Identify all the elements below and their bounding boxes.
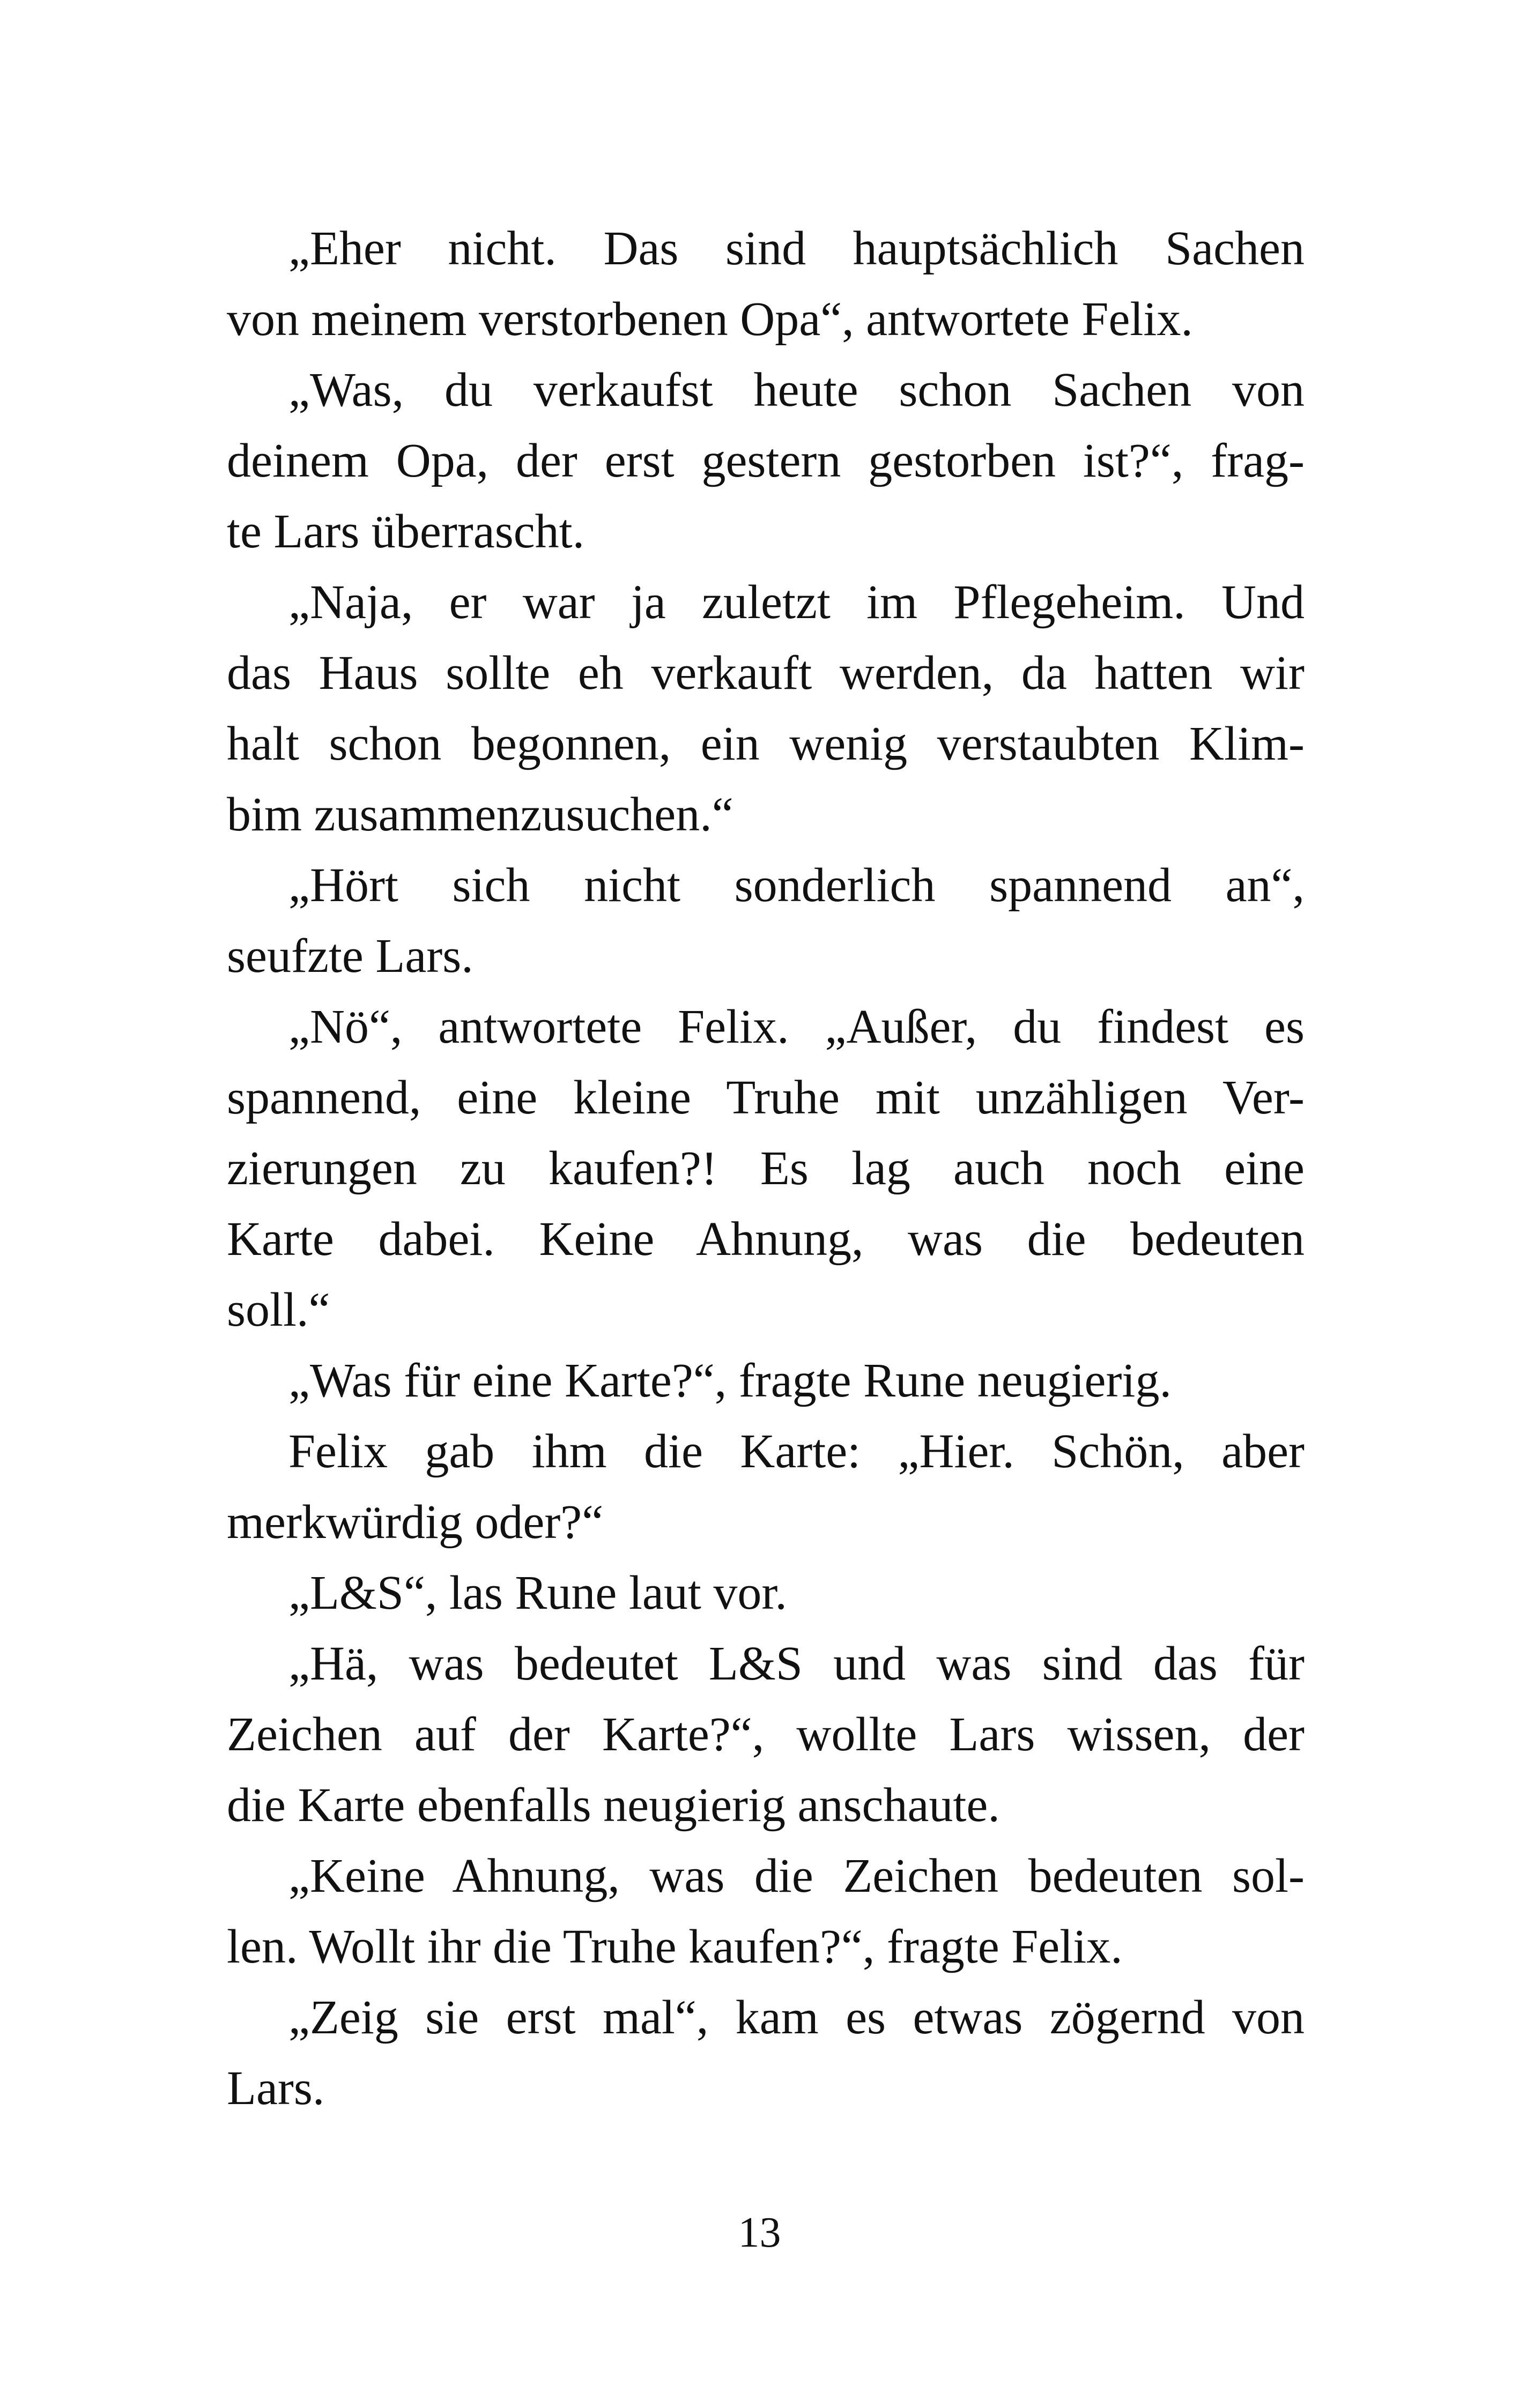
- paragraph: [227, 355, 1305, 567]
- text-line: „Hä, was bedeutet L&S und was sind das für: [288, 1637, 1305, 1690]
- text-line: „Eher nicht. Das sind hauptsächlich Sachen: [288, 222, 1305, 275]
- text-line: „Naja, er war ja zuletzt im Pflegeheim. Und: [288, 576, 1305, 629]
- text-line: Felix gab ihm die Karte: „Hier. Schön, aber: [288, 1425, 1305, 1478]
- text-line: „Nö“, antwortete Felix. „Außer, du findest es: [288, 1000, 1305, 1053]
- paragraph: [227, 992, 1305, 1346]
- text-line: te Lars überrascht.: [227, 505, 585, 558]
- text-line: halt schon begonnen, ein wenig verstaubten Klim-: [227, 717, 1305, 770]
- text-line: Karte dabei. Keine Ahnung, was die bedeuten: [227, 1213, 1305, 1266]
- text-line: bim zusammenzusuchen.“: [227, 788, 733, 841]
- text-line: deinem Opa, der erst gestern gestorben ist?“, frag-: [227, 434, 1305, 487]
- paragraph: [227, 567, 1305, 850]
- text-line: die Karte ebenfalls neugierig anschaute.: [227, 1779, 1000, 1832]
- text-line: von meinem verstorbenen Opa“, antwortete Felix.: [227, 293, 1193, 346]
- paragraph: [227, 213, 1305, 355]
- text-line: „Zeig sie erst mal“, kam es etwas zögernd von: [288, 1991, 1305, 2044]
- paragraph: [227, 1841, 1305, 1982]
- text-line: Zeichen auf der Karte?“, wollte Lars wissen, der: [227, 1708, 1305, 1761]
- text-line: das Haus sollte eh verkauft werden, da hatten wir: [227, 646, 1305, 700]
- text-line: seufzte Lars.: [227, 930, 473, 983]
- paragraph: [227, 1982, 1305, 2124]
- text-line: spannend, eine kleine Truhe mit unzähligen Ver-: [227, 1071, 1305, 1124]
- text-line: zierungen zu kaufen?! Es lag auch noch eine: [227, 1142, 1305, 1195]
- page-number: 13: [738, 2209, 781, 2256]
- text-line: merkwürdig oder?“: [227, 1496, 604, 1549]
- paragraph: [227, 850, 1305, 992]
- text-line: „Hört sich nicht sonderlich spannend an“,: [288, 859, 1305, 912]
- paragraph: [227, 1346, 1305, 1416]
- text-line: „Was für eine Karte?“, fragte Rune neugierig.: [288, 1354, 1172, 1407]
- body-text: [227, 213, 1305, 2124]
- text-line: „L&S“, las Rune laut vor.: [288, 1566, 787, 1619]
- text-line: soll.“: [227, 1283, 330, 1336]
- text-line: „Keine Ahnung, was die Zeichen bedeuten sol-: [288, 1849, 1305, 1902]
- text-line: Lars.: [227, 2062, 325, 2115]
- paragraph: [227, 1558, 1305, 1629]
- text-line: „Was, du verkaufst heute schon Sachen von: [288, 363, 1305, 417]
- paragraph: [227, 1629, 1305, 1841]
- text-line: len. Wollt ihr die Truhe kaufen?“, fragte Felix.: [227, 1920, 1123, 1973]
- paragraph: [227, 1416, 1305, 1558]
